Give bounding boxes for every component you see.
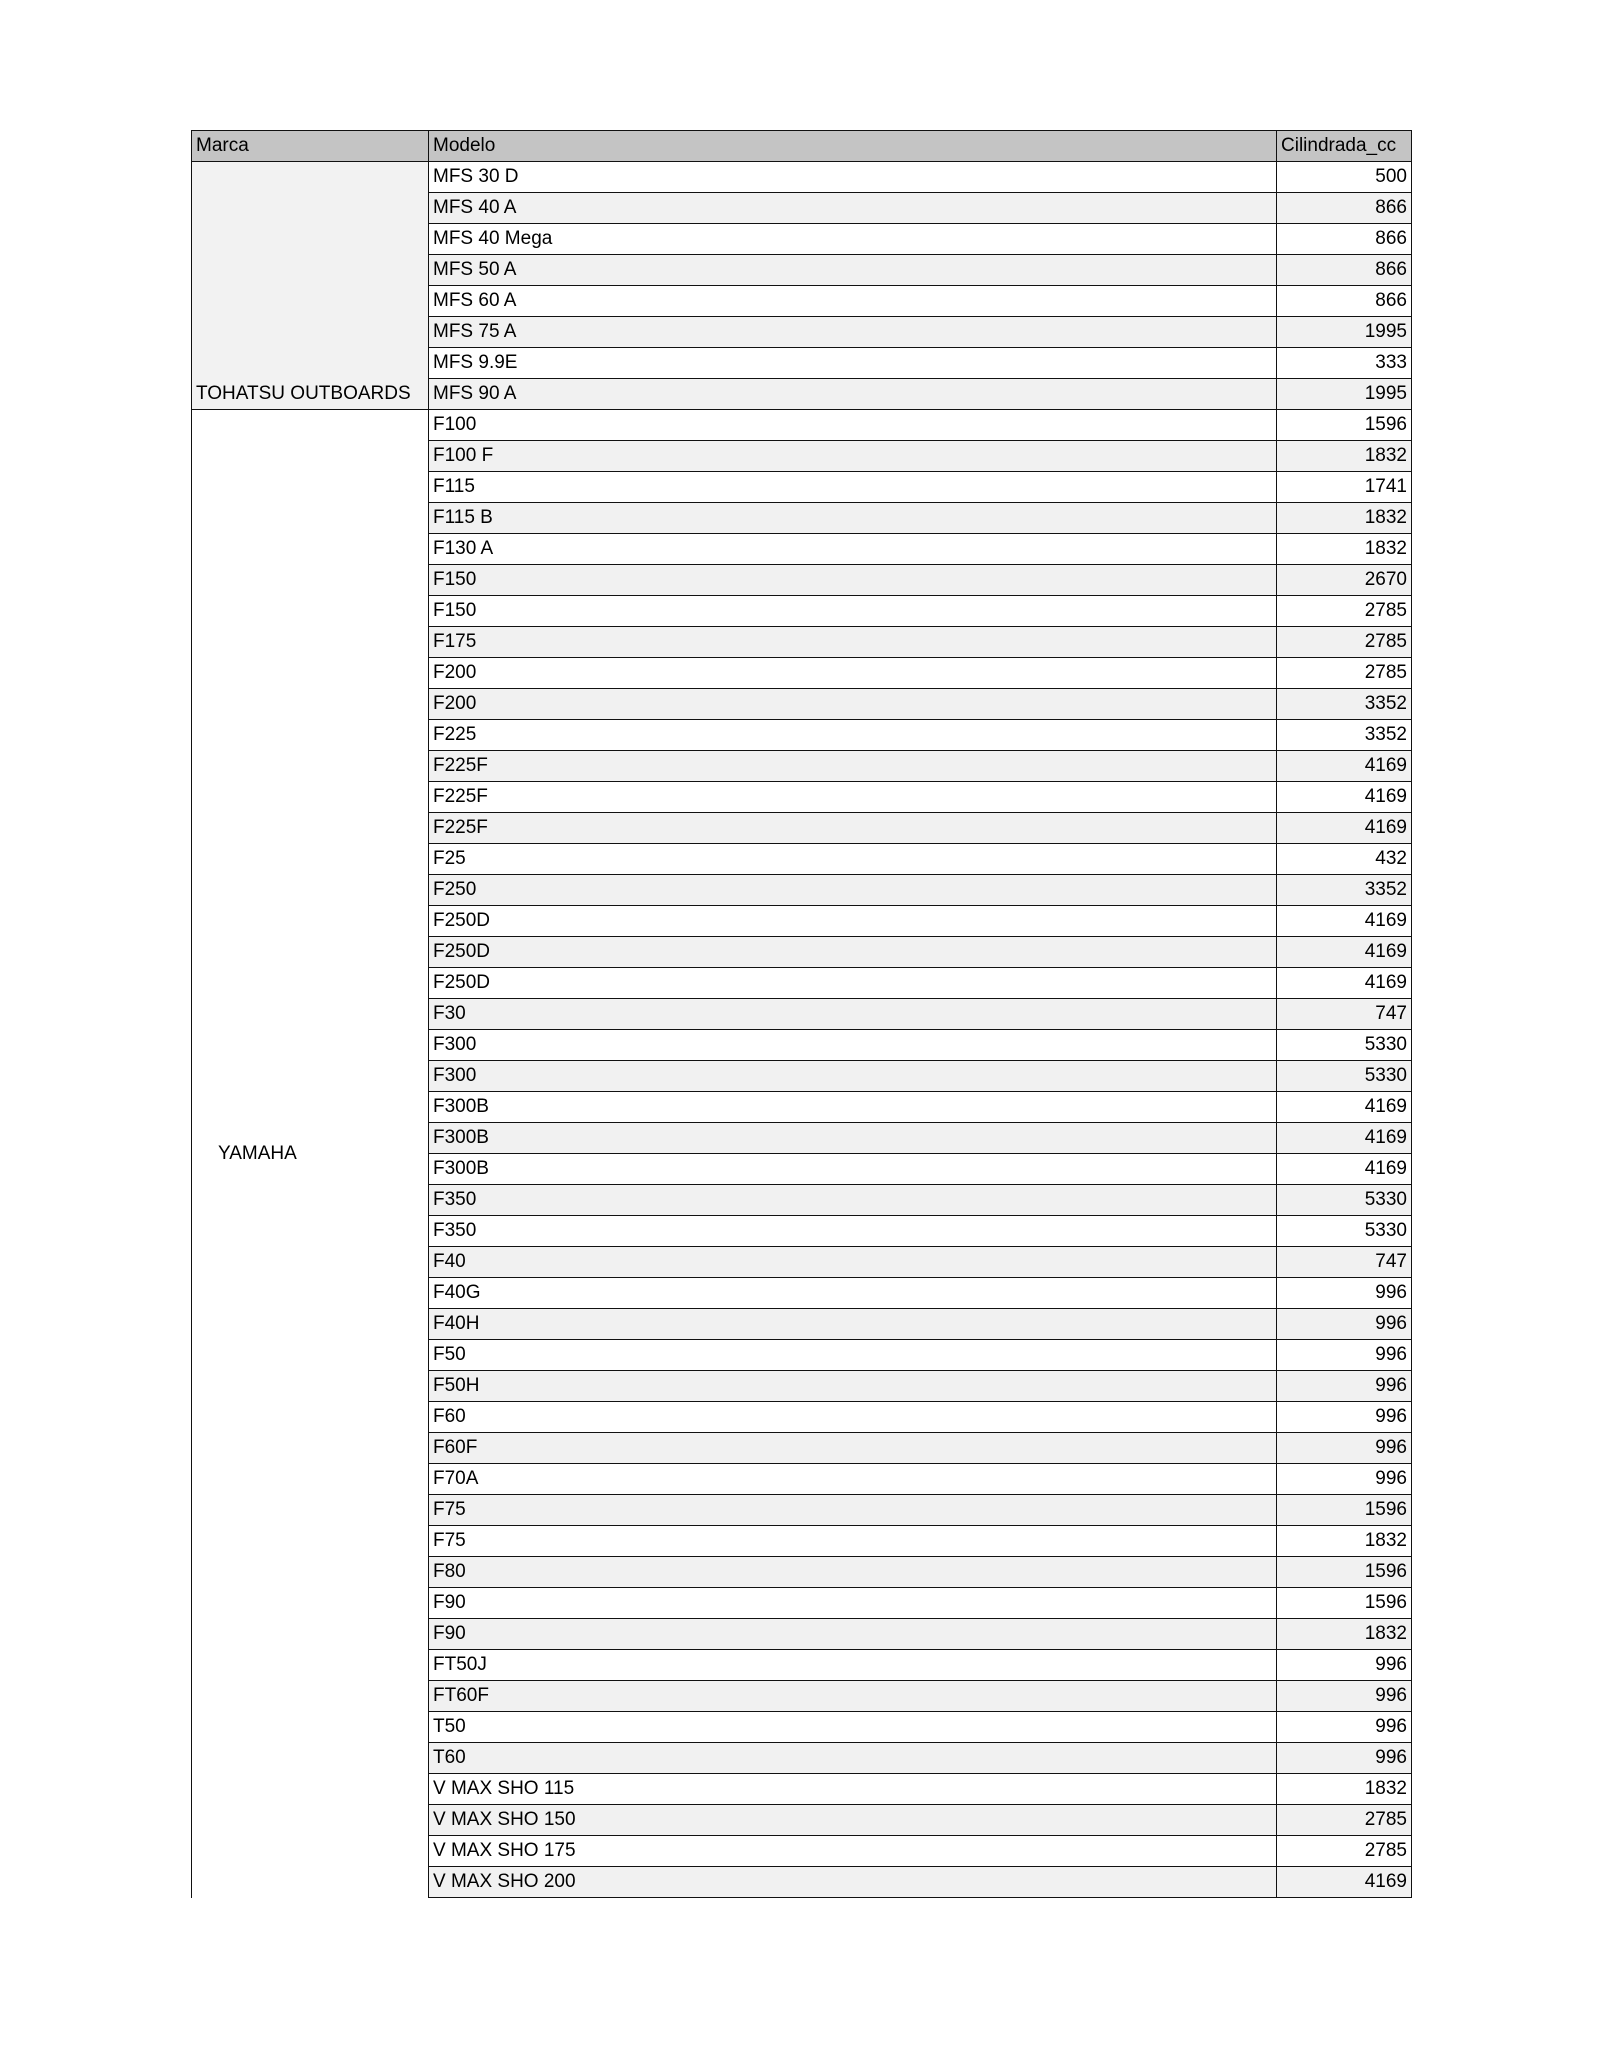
model-cell: F60 [429,1402,1277,1433]
displacement-cell: 996 [1277,1743,1412,1774]
model-cell: F175 [429,627,1277,658]
displacement-cell: 866 [1277,193,1412,224]
displacement-cell: 996 [1277,1433,1412,1464]
displacement-cell: 996 [1277,1402,1412,1433]
displacement-cell: 1741 [1277,472,1412,503]
model-cell: F50 [429,1340,1277,1371]
displacement-cell: 866 [1277,255,1412,286]
model-cell: F80 [429,1557,1277,1588]
model-cell: F250D [429,937,1277,968]
model-cell: F350 [429,1185,1277,1216]
displacement-cell: 996 [1277,1340,1412,1371]
model-cell: F115 B [429,503,1277,534]
displacement-cell: 4169 [1277,782,1412,813]
displacement-cell: 996 [1277,1650,1412,1681]
displacement-cell: 4169 [1277,1123,1412,1154]
displacement-cell: 996 [1277,1371,1412,1402]
displacement-cell: 4169 [1277,751,1412,782]
displacement-cell: 4169 [1277,937,1412,968]
displacement-cell: 1832 [1277,503,1412,534]
model-cell: T50 [429,1712,1277,1743]
displacement-cell: 1995 [1277,379,1412,410]
displacement-cell: 1596 [1277,1588,1412,1619]
model-cell: F75 [429,1526,1277,1557]
model-cell: F250D [429,968,1277,999]
displacement-cell: 1832 [1277,1774,1412,1805]
model-cell: F150 [429,596,1277,627]
model-cell: F225F [429,813,1277,844]
model-cell: F225F [429,782,1277,813]
model-cell: FT60F [429,1681,1277,1712]
model-cell: F90 [429,1588,1277,1619]
displacement-cell: 996 [1277,1309,1412,1340]
displacement-cell: 4169 [1277,1867,1412,1898]
model-cell: F225 [429,720,1277,751]
displacement-cell: 4169 [1277,1092,1412,1123]
displacement-cell: 996 [1277,1712,1412,1743]
model-cell: F300B [429,1092,1277,1123]
displacement-cell: 2785 [1277,627,1412,658]
displacement-cell: 4169 [1277,968,1412,999]
model-cell: F200 [429,689,1277,720]
engines-table [191,130,1412,1898]
model-cell: F100 F [429,441,1277,472]
displacement-cell: 996 [1277,1278,1412,1309]
model-cell: V MAX SHO 200 [429,1867,1277,1898]
model-cell: F250 [429,875,1277,906]
displacement-cell: 5330 [1277,1216,1412,1247]
table-header [192,131,1412,162]
model-cell: F115 [429,472,1277,503]
displacement-cell: 1596 [1277,1495,1412,1526]
displacement-cell: 5330 [1277,1185,1412,1216]
model-cell: F300 [429,1030,1277,1061]
model-cell: MFS 50 A [429,255,1277,286]
displacement-cell: 333 [1277,348,1412,379]
displacement-cell: 2670 [1277,565,1412,596]
displacement-cell: 1832 [1277,441,1412,472]
model-cell: F90 [429,1619,1277,1650]
model-cell: F40H [429,1309,1277,1340]
brand-cell: YAMAHA [192,410,429,1898]
model-cell: V MAX SHO 150 [429,1805,1277,1836]
displacement-cell: 996 [1277,1464,1412,1495]
table-row [192,162,1412,193]
displacement-cell: 432 [1277,844,1412,875]
model-cell: MFS 60 A [429,286,1277,317]
model-cell: F100 [429,410,1277,441]
model-cell: F150 [429,565,1277,596]
header-marca: Marca [192,131,429,162]
model-cell: F200 [429,658,1277,689]
displacement-cell: 2785 [1277,1836,1412,1867]
displacement-cell: 866 [1277,286,1412,317]
displacement-cell: 3352 [1277,689,1412,720]
model-cell: MFS 40 Mega [429,224,1277,255]
model-cell: F50H [429,1371,1277,1402]
displacement-cell: 500 [1277,162,1412,193]
model-cell: MFS 90 A [429,379,1277,410]
displacement-cell: 5330 [1277,1061,1412,1092]
header-row [192,131,1412,162]
displacement-cell: 2785 [1277,596,1412,627]
model-cell: F300B [429,1154,1277,1185]
header-cilindrada: Cilindrada_cc [1277,131,1412,162]
displacement-cell: 1832 [1277,1619,1412,1650]
model-cell: V MAX SHO 175 [429,1836,1277,1867]
model-cell: MFS 40 A [429,193,1277,224]
brand-cell: TOHATSU OUTBOARDS [192,162,429,410]
displacement-cell: 1596 [1277,410,1412,441]
model-cell: F130 A [429,534,1277,565]
displacement-cell: 1995 [1277,317,1412,348]
model-cell: F300B [429,1123,1277,1154]
displacement-cell: 3352 [1277,720,1412,751]
displacement-cell: 4169 [1277,813,1412,844]
model-cell: F350 [429,1216,1277,1247]
model-cell: MFS 30 D [429,162,1277,193]
table-row [192,410,1412,441]
displacement-cell: 747 [1277,1247,1412,1278]
displacement-cell: 4169 [1277,1154,1412,1185]
displacement-cell: 2785 [1277,1805,1412,1836]
model-cell: F40G [429,1278,1277,1309]
model-cell: MFS 9.9E [429,348,1277,379]
displacement-cell: 747 [1277,999,1412,1030]
model-cell: F30 [429,999,1277,1030]
model-cell: F25 [429,844,1277,875]
displacement-cell: 866 [1277,224,1412,255]
displacement-cell: 1832 [1277,1526,1412,1557]
model-cell: F225F [429,751,1277,782]
model-cell: F60F [429,1433,1277,1464]
displacement-cell: 4169 [1277,906,1412,937]
header-modelo: Modelo [429,131,1277,162]
model-cell: F40 [429,1247,1277,1278]
model-cell: MFS 75 A [429,317,1277,348]
model-cell: F70A [429,1464,1277,1495]
displacement-cell: 996 [1277,1681,1412,1712]
displacement-cell: 2785 [1277,658,1412,689]
model-cell: F250D [429,906,1277,937]
displacement-cell: 5330 [1277,1030,1412,1061]
model-cell: FT50J [429,1650,1277,1681]
displacement-cell: 3352 [1277,875,1412,906]
model-cell: V MAX SHO 115 [429,1774,1277,1805]
model-cell: F300 [429,1061,1277,1092]
model-cell: T60 [429,1743,1277,1774]
displacement-cell: 1596 [1277,1557,1412,1588]
model-cell: F75 [429,1495,1277,1526]
spreadsheet-page [191,130,1411,1898]
displacement-cell: 1832 [1277,534,1412,565]
table-body [192,162,1412,1898]
